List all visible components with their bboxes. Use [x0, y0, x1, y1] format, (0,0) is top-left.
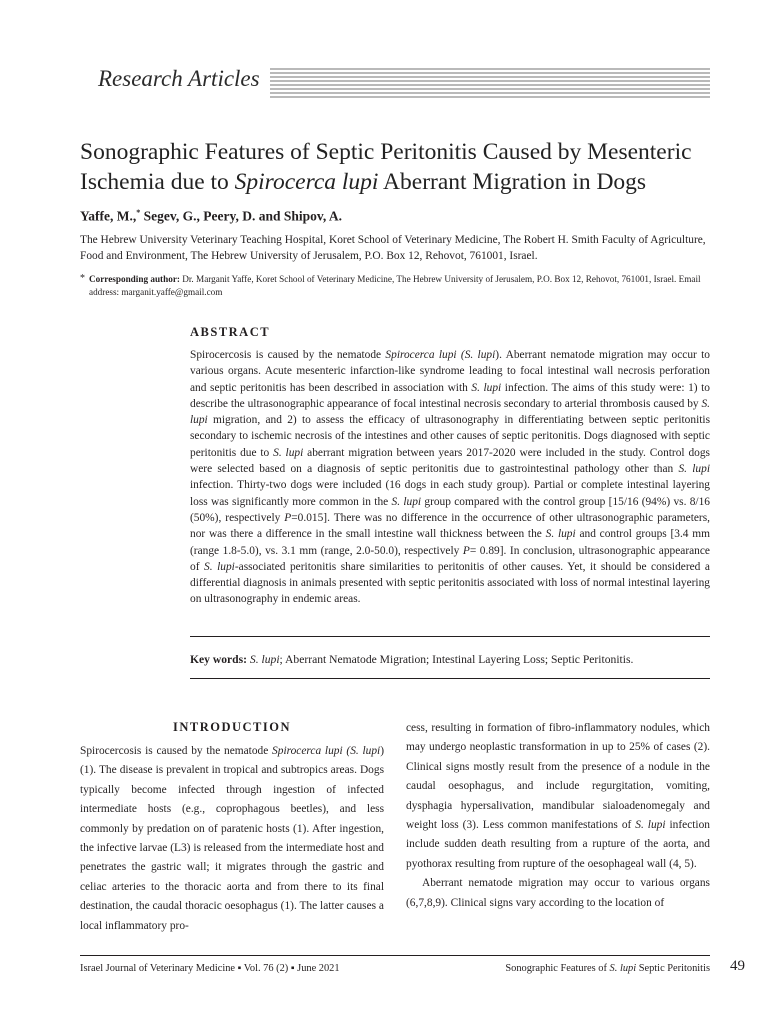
affiliation: The Hebrew University Veterinary Teaching Hospital, Koret School of Veterinary Medicine, The Robert H. Smith Faculty of Agriculture, Food and Environment, The Hebrew University of Jerusalem, P.O. Box 12, Rehovot, 761001, Israel.: [80, 234, 706, 262]
abstract-species: S. lupi: [678, 463, 710, 476]
abstract-text: infection. The aims of this study were: 1) to describe the ultrasonographic appearance of focal intestinal necrosis secondary to arterial thrombosis caused by: [190, 381, 710, 410]
abstract-text: = 0.89]. In conclusion, ultrasonographic appearance of: [190, 544, 710, 573]
section-header: Research Articles: [98, 66, 260, 91]
intro-text: cess, resulting in formation of fibro-inflammatory nodules, which may undergo neoplastic transformation in up to 25% of cases (2). Clinical signs mostly result from the presence of a nodule in the caudal oesophagus, and include regurgitation, vomiting, dysphagia hypersalivation, mandibular sialoadenomegaly and weight loss (3). Less common manifestations of: [406, 722, 710, 832]
intro-text: Spirocercosis is caused by the nematode: [80, 745, 273, 757]
intro-species: Spirocerca lupi (S. lupi: [272, 745, 381, 757]
introduction-column-right: [406, 719, 710, 913]
abstract-species: S. lupi: [273, 446, 304, 459]
title-part-2: Aberrant Migration in Dogs: [378, 169, 647, 195]
abstract-species: Spirocerca lupi (S. lupi: [385, 349, 496, 361]
abstract-heading: ABSTRACT: [190, 325, 271, 339]
footer-running-title: [460, 963, 710, 974]
author-star: *: [136, 208, 141, 217]
keywords-rule-bottom: [190, 678, 710, 679]
author-rest: Segev, G., Peery, D. and Shipov, A.: [140, 208, 343, 224]
article-title: [80, 137, 720, 197]
abstract-body: [190, 347, 710, 608]
title-species: Spirocerca lupi: [234, 169, 379, 195]
intro-text: infection include sudden death resulting from a rupture of the aorta, and pyothorax resulting from rupture of the oesophageal wall (4, 5).: [406, 819, 710, 870]
intro-species: S. lupi: [635, 819, 666, 832]
abstract-species: S. lupi: [471, 381, 502, 394]
intro-text: ) (1). The disease is prevalent in tropical and subtropics areas. Dogs typically become infected through ingestion of infected intermediate hosts (e.g., coprophagous beetles), and less commonly by predation on of paratenic hosts (1). After ingestion, the infective larvae (L3) is released from the intermediate host and penetrates the gastric wall; it migrates through the gastric and celiac arteries to the thoracic aorta and from there to its final destination, the caudal thoracic oesophagus (1). The latter causes a local inflammatory pro-: [80, 745, 384, 932]
keywords-label: Key words:: [190, 653, 247, 666]
abstract-species: S. lupi: [391, 495, 422, 508]
footer-rule: [80, 955, 710, 956]
abstract-text: migration, and 2) to assess the efficacy of ultrasonography in differentiating between septic peritonitis secondary to ischemic necrosis of the intestines and other causes of septic peritonitis. Dogs diagnosed with septic peritonitis due to: [190, 414, 710, 459]
author-list: [80, 208, 342, 225]
keywords: [190, 653, 710, 666]
abstract-p-value: P: [284, 511, 292, 524]
keyword-species: S. lupi: [249, 653, 280, 666]
abstract-species: S. lupi: [204, 560, 235, 573]
running-title-species: S. lupi: [609, 963, 637, 974]
page-number: 49: [730, 958, 745, 974]
intro-paragraph: Aberrant nematode migration may occur to various organs (6,7,8,9). Clinical signs vary according to the location of: [406, 877, 710, 909]
corresponding-label: Corresponding author:: [89, 274, 180, 284]
abstract-p-value: P: [462, 544, 470, 557]
title-part-1: Sonographic Features of Septic Peritonitis Caused by Mesenteric Ischemia due to: [80, 139, 692, 195]
abstract-species: S. lupi: [190, 397, 710, 427]
corresponding-author: [80, 273, 729, 299]
header-decorative-stripes: [270, 68, 710, 102]
abstract-text: and control groups [3.4 mm (range 1.8-5.0), vs. 3.1 mm (range, 2.0-50.0), respectively: [190, 528, 710, 557]
corresponding-star: *: [80, 273, 85, 284]
corresponding-text: Dr. Marganit Yaffe, Koret School of Veterinary Medicine, The Hebrew University of Jerusalem, P.O. Box 12, Rehovot, 761001, Israel. Email address: marganit.yaffe@gmail.com: [89, 274, 701, 297]
introduction-column-left: [80, 742, 384, 936]
running-title-text: Septic Peritonitis: [636, 963, 710, 974]
abstract-text: aberrant migration between years 2017-2020 were included in the study. Control dogs were selected based on a diagnosis of septic peritonitis due to gastrointestinal pathology other than: [190, 446, 710, 476]
footer-journal: Israel Journal of Veterinary Medicine ▪ Vol. 76 (2) ▪ June 2021: [80, 963, 340, 974]
abstract-text: Spirocercosis is caused by the nematode: [190, 349, 386, 361]
keywords-list: ; Aberrant Nematode Migration; Intestinal Layering Loss; Septic Peritonitis.: [279, 653, 634, 666]
running-title-text: Sonographic Features of: [505, 963, 610, 974]
abstract-text: group compared with the control group [15/16 (94%) vs. 8/16 (50%), respectively: [190, 495, 710, 524]
abstract-text: -associated peritonitis share similarities to peritonitis of other causes. Yet, it should be considered a differential diagnosis in animals presented with septic peritonitis associated with loss of normal intestinal layering on ultrasonography in endemic areas.: [190, 560, 710, 606]
abstract-text: ). Aberrant nematode migration may occur to various organs. Acute mesenteric infarction-like syndrome leading to focal intestinal wall necrosis perforation and septic peritonitis has been described in association with: [190, 349, 710, 394]
introduction-heading: INTRODUCTION: [172, 720, 291, 734]
author-first: Yaffe, M.,: [80, 208, 137, 224]
abstract-species: S. lupi: [545, 528, 576, 541]
abstract-text: infection. Thirty-two dogs were included (16 dogs in each study group). Partial or complete intestinal layering loss was significantly more common in the: [190, 479, 710, 508]
abstract-text: =0.015]. There was no difference in the occurrence of other ultrasonographic parameters, nor was there a difference in the small intestine wall thickness between the: [190, 511, 710, 541]
keywords-rule-top: [190, 636, 710, 637]
